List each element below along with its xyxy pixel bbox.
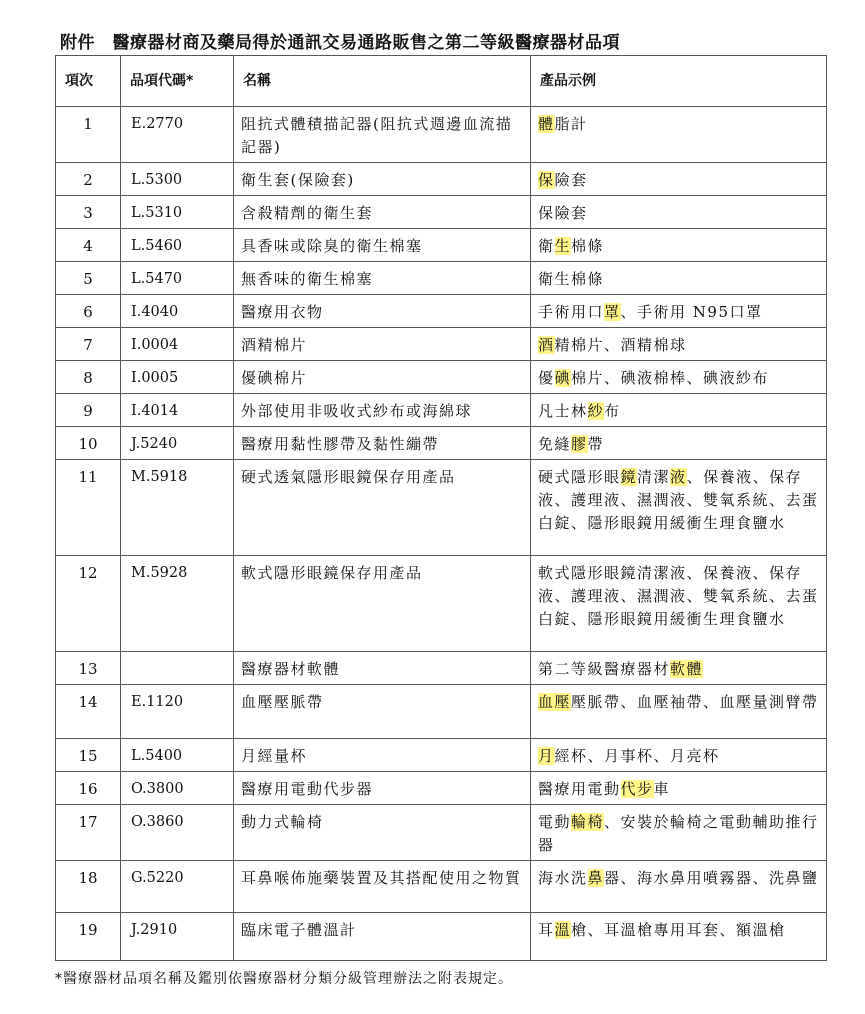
item-code: E.1120 [121,685,234,739]
highlighted-text: 碘 [554,369,572,387]
highlighted-text: 保 [538,171,555,189]
item-code: O.3860 [121,805,234,861]
example-text: 耳 [538,921,555,939]
table-row [56,685,827,739]
item-code: L.5470 [121,262,234,295]
item-name: 醫療用黏性膠帶及黏性繃帶 [234,427,531,460]
product-examples [531,913,827,961]
item-name: 外部使用非吸收式紗布或海綿球 [234,394,531,427]
product-examples [531,107,827,163]
example-text: 凡士林 [538,402,588,420]
item-code: G.5220 [121,861,234,913]
product-examples [531,805,827,861]
example-text: 精棉片、酒精棉球 [554,336,687,354]
example-text: 車 [653,780,671,798]
row-number: 11 [56,460,121,556]
table-row [56,556,827,652]
product-examples [531,394,827,427]
table-row [56,107,827,163]
item-name: 衛生套(保險套) [234,163,531,196]
product-examples [531,427,827,460]
table-row [56,652,827,685]
item-name: 醫療用電動代步器 [234,772,531,805]
table-row [56,427,827,460]
item-name: 醫療用衣物 [234,295,531,328]
item-name: 阻抗式體積描記器(阻抗式週邊血流描記器) [234,107,531,163]
item-name: 軟式隱形眼鏡保存用產品 [234,556,531,652]
table-row [56,772,827,805]
product-examples [531,163,827,196]
item-name: 耳鼻喉佈施藥裝置及其搭配使用之物質 [234,861,531,913]
table-body [56,107,827,961]
table-row [56,295,827,328]
header-no: 項次 [56,56,121,107]
item-name: 優碘棉片 [234,361,531,394]
row-number: 15 [56,739,121,772]
example-text: 布 [604,402,621,420]
highlighted-text: 月 [538,747,555,765]
item-code [121,652,234,685]
example-text: 電動 [538,813,572,831]
header-examples: 產品示例 [531,56,827,107]
row-number: 16 [56,772,121,805]
table-header-row [56,56,827,107]
example-text: 衛生棉條 [538,270,605,288]
product-examples [531,739,827,772]
table-row [56,805,827,861]
row-number: 19 [56,913,121,961]
items-table [55,55,827,961]
highlighted-text: 軟體 [670,660,704,678]
item-code: L.5400 [121,739,234,772]
example-text: 清潔 [637,468,671,486]
item-name: 酒精棉片 [234,328,531,361]
row-number: 13 [56,652,121,685]
example-text: 、保養液、保存液、護理液、濕潤液、雙氧系統、去蛋白錠、隱形眼鏡用緩衝生理食鹽水 [538,468,819,532]
highlighted-text: 血壓 [538,693,572,711]
row-number: 14 [56,685,121,739]
row-number: 10 [56,427,121,460]
item-name: 月經量杯 [234,739,531,772]
table-row [56,861,827,913]
example-text: 衛 [538,237,555,255]
example-text: 槍、耳溫槍專用耳套、額溫槍 [571,921,786,939]
item-name: 動力式輪椅 [234,805,531,861]
product-examples [531,685,827,739]
table-row [56,328,827,361]
example-text: 脂計 [554,115,588,133]
row-number: 4 [56,229,121,262]
product-examples [531,262,827,295]
product-examples [531,295,827,328]
highlighted-text: 鏡 [620,468,638,486]
example-text: 醫療用電動 [538,780,621,798]
item-code: I.0005 [121,361,234,394]
item-name: 醫療器材軟體 [234,652,531,685]
row-number: 6 [56,295,121,328]
product-examples [531,652,827,685]
example-text: 手術用口 [538,303,605,321]
highlighted-text: 紗 [587,402,605,420]
highlighted-text: 生 [554,237,572,255]
product-examples [531,556,827,652]
item-code: L.5460 [121,229,234,262]
row-number: 12 [56,556,121,652]
product-examples [531,229,827,262]
table-row [56,361,827,394]
example-text: 、手術用 N95口罩 [620,303,763,321]
row-number: 2 [56,163,121,196]
example-text: 硬式隱形眼 [538,468,621,486]
header-name: 名稱 [234,56,531,107]
example-text: 優 [538,369,555,387]
table-row [56,196,827,229]
highlighted-text: 輪椅 [571,813,605,831]
row-number: 1 [56,107,121,163]
example-text: 器、海水鼻用噴霧器、洗鼻鹽 [604,869,819,887]
item-name: 具香味或除臭的衛生棉塞 [234,229,531,262]
example-text: 第二等級醫療器材 [538,660,671,678]
footnote: *醫療器材品項名稱及鑑別依醫療器材分類分級管理辦法之附表規定。 [55,971,513,987]
example-text: 海水洗 [538,869,588,887]
row-number: 3 [56,196,121,229]
highlighted-text: 罩 [604,303,621,321]
item-name: 臨床電子體溫計 [234,913,531,961]
item-code: I.4014 [121,394,234,427]
header-code: 品項代碼* [121,56,234,107]
example-text: 軟式隱形眼鏡清潔液、保養液、保存液、護理液、濕潤液、雙氧系統、去蛋白錠、隱形眼鏡用緩衝生理食鹽水 [538,564,819,628]
item-code: L.5300 [121,163,234,196]
example-text: 、安裝於輪椅之電動輔助推行器 [538,813,819,854]
row-number: 7 [56,328,121,361]
table-row [56,739,827,772]
product-examples [531,861,827,913]
highlighted-text: 液 [670,468,687,486]
row-number: 5 [56,262,121,295]
highlighted-text: 酒 [538,336,555,354]
item-code: J.2910 [121,913,234,961]
document-title: 附件 醫療器材商及藥局得於通訊交易通路販售之第二等級醫療器材品項 [60,33,620,53]
table-row [56,394,827,427]
example-text: 保險套 [538,204,588,222]
item-code: M.5928 [121,556,234,652]
example-text: 棉條 [571,237,605,255]
product-examples [531,196,827,229]
item-code: I.0004 [121,328,234,361]
example-text: 經杯、月事杯、月亮杯 [554,747,720,765]
highlighted-text: 代步 [620,780,654,798]
example-text: 棉片、碘液棉棒、碘液紗布 [571,369,770,387]
example-text: 免縫 [538,435,572,453]
row-number: 9 [56,394,121,427]
table-row [56,262,827,295]
example-text: 壓脈帶、血壓袖帶、血壓量測臂帶 [571,693,819,711]
example-text: 帶 [587,435,605,453]
item-name: 硬式透氣隱形眼鏡保存用產品 [234,460,531,556]
row-number: 17 [56,805,121,861]
item-name: 含殺精劑的衛生套 [234,196,531,229]
table-row [56,163,827,196]
item-name: 無香味的衛生棉塞 [234,262,531,295]
highlighted-text: 膠 [571,435,588,453]
item-code: E.2770 [121,107,234,163]
row-number: 18 [56,861,121,913]
product-examples [531,460,827,556]
table-row [56,229,827,262]
item-code: M.5918 [121,460,234,556]
highlighted-text: 鼻 [587,869,605,887]
item-code: O.3800 [121,772,234,805]
highlighted-text: 體 [538,115,555,133]
product-examples [531,772,827,805]
table-row [56,913,827,961]
item-code: L.5310 [121,196,234,229]
item-code: J.5240 [121,427,234,460]
item-code: I.4040 [121,295,234,328]
table-row [56,460,827,556]
highlighted-text: 溫 [554,921,572,939]
example-text: 險套 [554,171,588,189]
row-number: 8 [56,361,121,394]
product-examples [531,361,827,394]
product-examples [531,328,827,361]
item-name: 血壓壓脈帶 [234,685,531,739]
